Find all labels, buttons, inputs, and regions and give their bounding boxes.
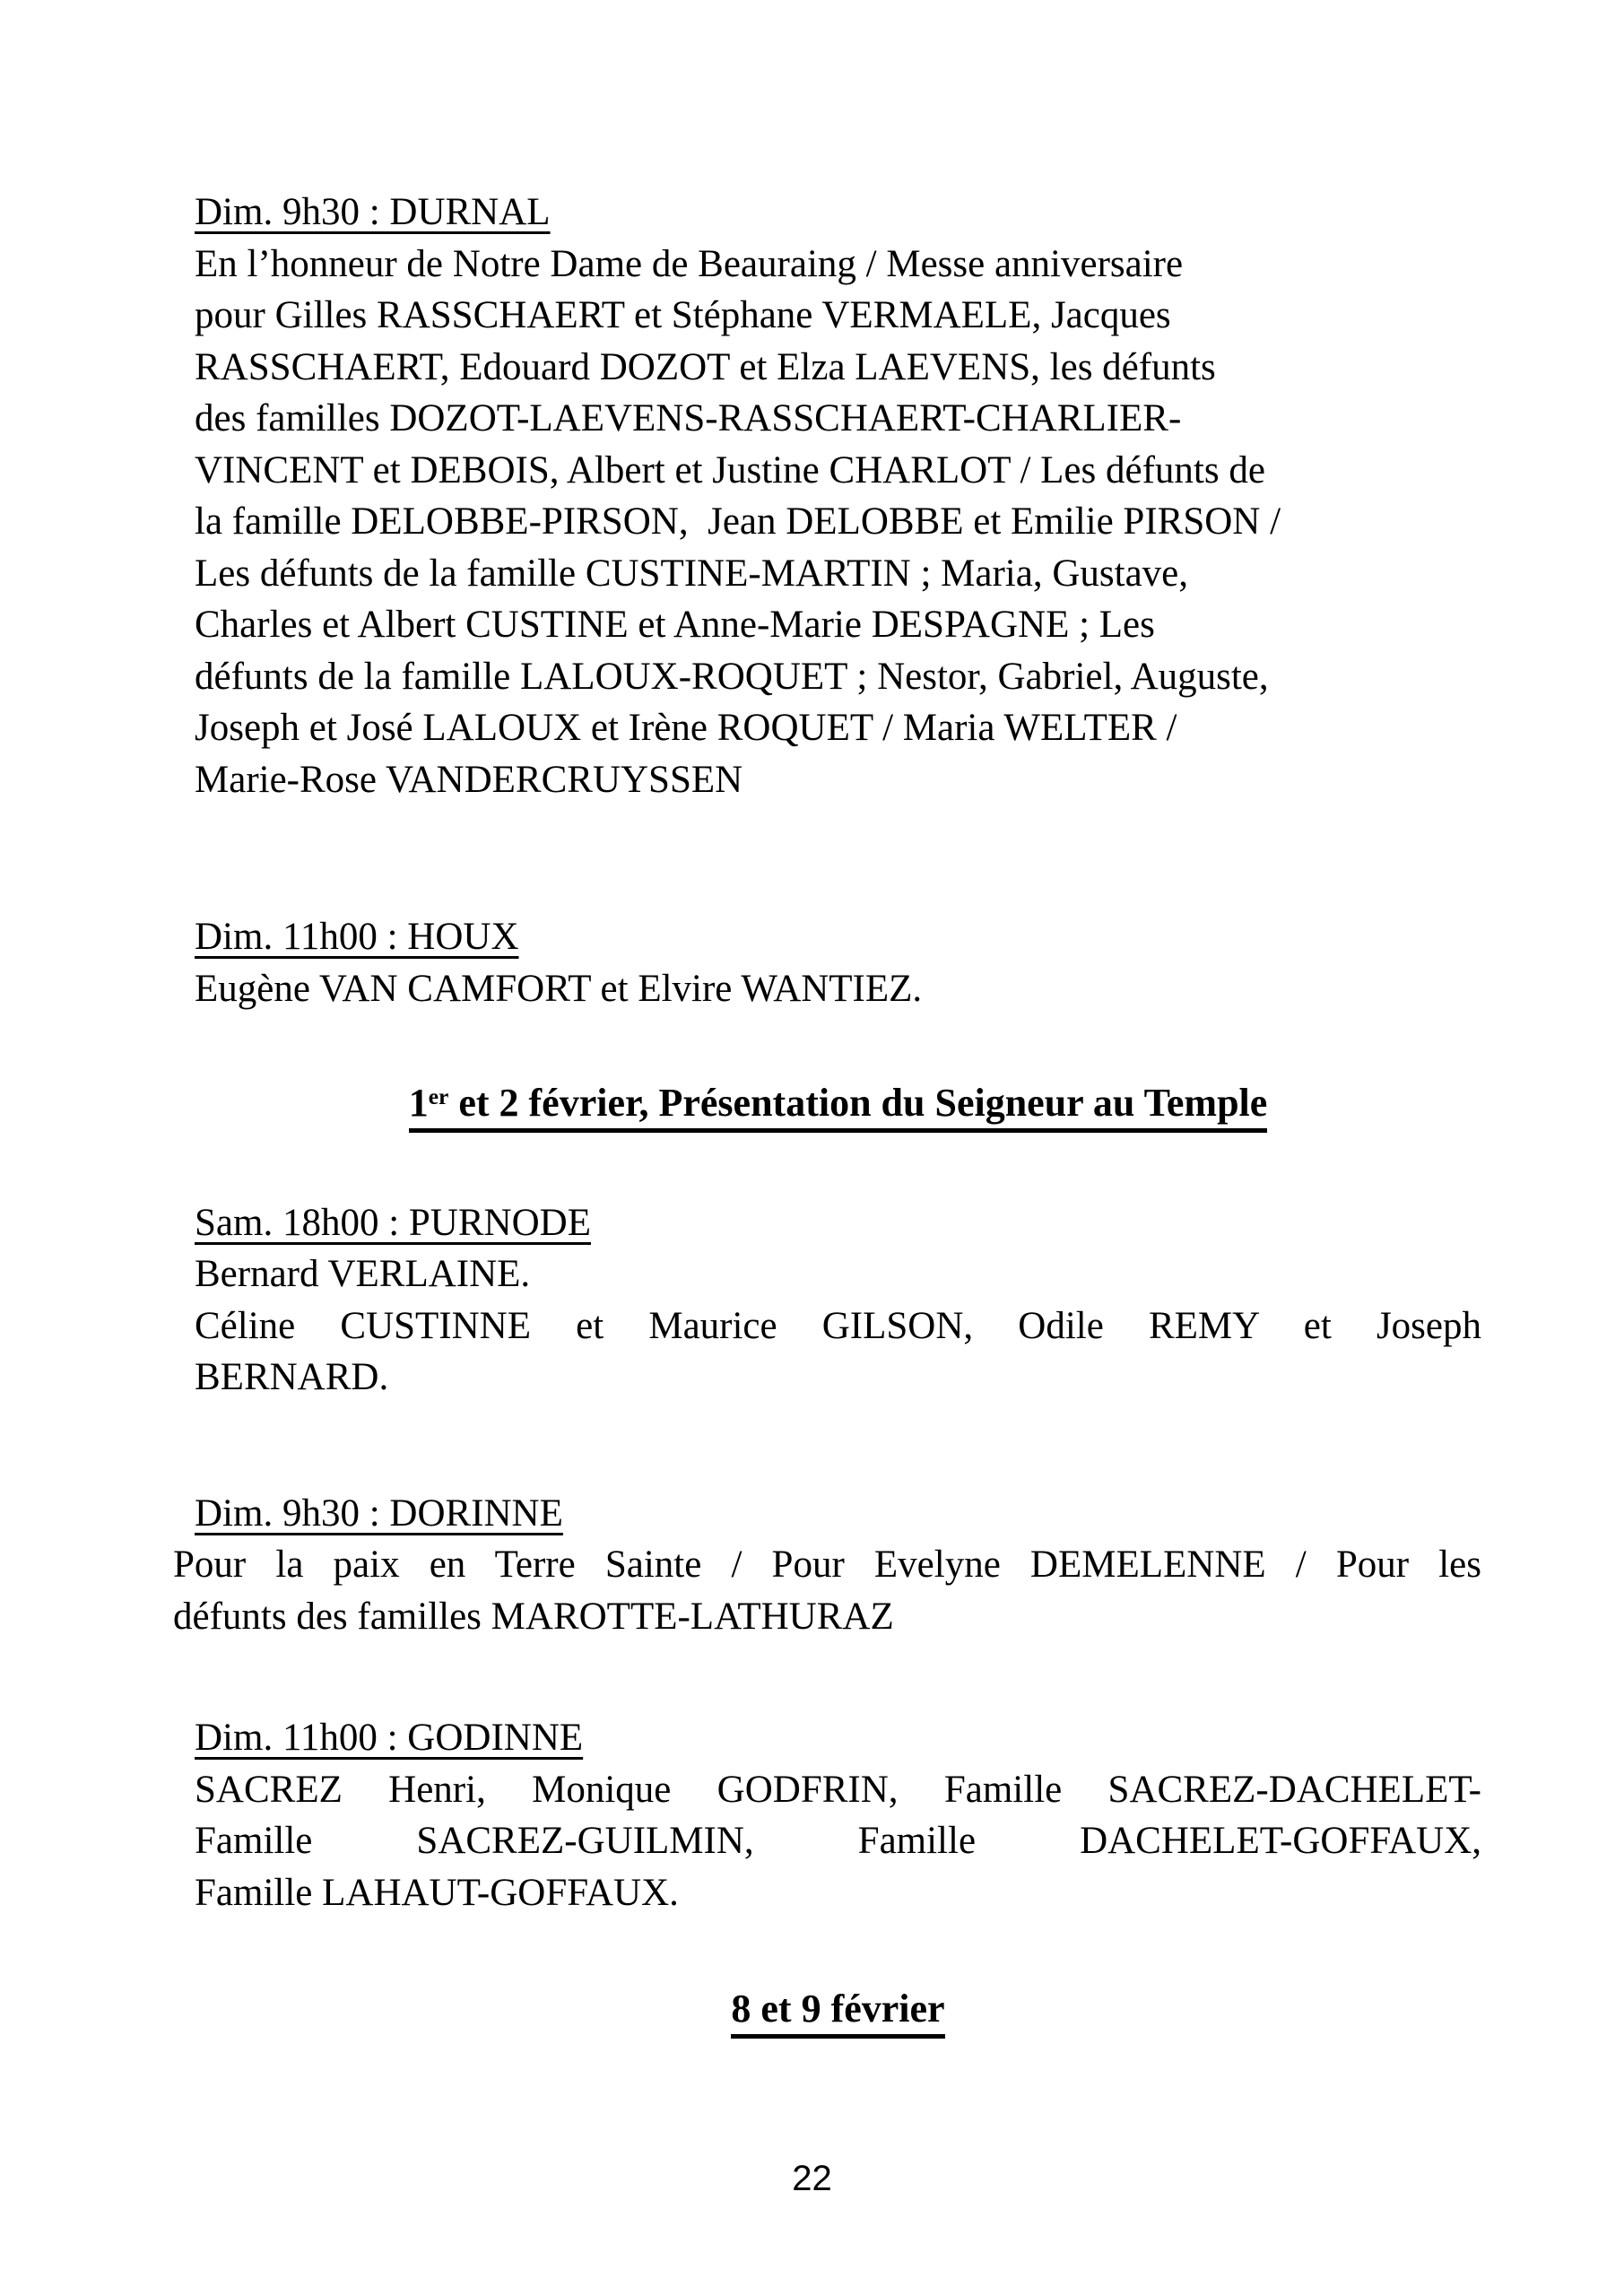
text-line: la famille DELOBBE-PIRSON, Jean DELOBBE et Emilie PIRSON / [195,500,1281,543]
text-line: VINCENT et DEBOIS, Albert et Justine CHARLOT / Les défunts de [195,448,1265,491]
text-line-justified: Pour la paix en Terre Sainte / Pour Evelyne DEMELENNE / Pour les [173,1544,1481,1586]
text-line: défunts de la famille LALOUX-ROQUET ; Nestor, Gabriel, Auguste, [195,655,1269,698]
text-line: RASSCHAERT, Edouard DOZOT et Elza LAEVENS, les défunts [195,345,1216,388]
text-line: Eugène VAN CAMFORT et Elvire WANTIEZ. [195,967,923,1010]
text-line: Famille LAHAUT-GOFFAUX. [195,1871,679,1914]
text-line: Joseph et José LALOUX et Irène ROQUET / Maria WELTER / [195,707,1177,749]
feast-heading-underlined-text [409,1081,1268,1133]
text-line: des familles DOZOT-LAEVENS-RASSCHAERT-CHARLIER- [195,397,1182,439]
text-line: défunts des familles MAROTTE-LATHURAZ [173,1595,894,1638]
text-line: En l’honneur de Notre Dame de Beauraing / Messe anniversaire [195,242,1184,285]
section-heading-houx: Dim. 11h00 : HOUX [195,916,519,958]
text-line: Marie-Rose VANDERCRUYSSEN [195,758,743,801]
ordinal-superscript: er [428,1083,449,1110]
section-heading-godinne: Dim. 11h00 : GODINNE [195,1717,584,1759]
text-line: Charles et Albert CUSTINE et Anne-Marie DESPAGNE ; Les [195,604,1155,646]
paragraph-dorinne [173,1539,1481,1642]
text-line-justified: Famille SACREZ-GUILMIN, Famille DACHELET-GOFFAUX, [195,1820,1481,1862]
paragraph-purnode [195,1248,1481,1404]
text-line-justified: Céline CUSTINNE et Maurice GILSON, Odile REMY et Joseph [195,1304,1481,1347]
section-heading-durnal: Dim. 9h30 : DURNAL [195,191,551,233]
section-heading-dorinne: Dim. 9h30 : DORINNE [195,1492,563,1535]
paragraph-durnal [195,239,1481,806]
feast-heading-8-9-fevrier [195,1983,1481,2035]
paragraph-houx [195,963,1481,1015]
page-number: 22 [792,2159,832,2198]
paragraph-godinne [195,1764,1481,1919]
feast-heading-underlined-text: 8 et 9 février [731,1987,944,2039]
feast-title-text: et 2 février, Présentation du Seigneur au Temple [448,1081,1268,1125]
section-heading-purnode: Sam. 18h00 : PURNODE [195,1201,591,1244]
document-body [173,187,1481,2035]
text-line: Les défunts de la famille CUSTINE-MARTIN ; Maria, Gustave, [195,552,1188,595]
text-line-justified: SACREZ Henri, Monique GODFRIN, Famille SACREZ-DACHELET- [195,1768,1481,1811]
text-line: BERNARD. [195,1356,389,1398]
feast-heading-presentation [195,1077,1481,1135]
feast-day-number: 1 [408,1081,429,1125]
text-line: pour Gilles RASSCHAERT et Stéphane VERMAELE, Jacques [195,294,1171,336]
text-line: Bernard VERLAINE. [195,1253,531,1295]
